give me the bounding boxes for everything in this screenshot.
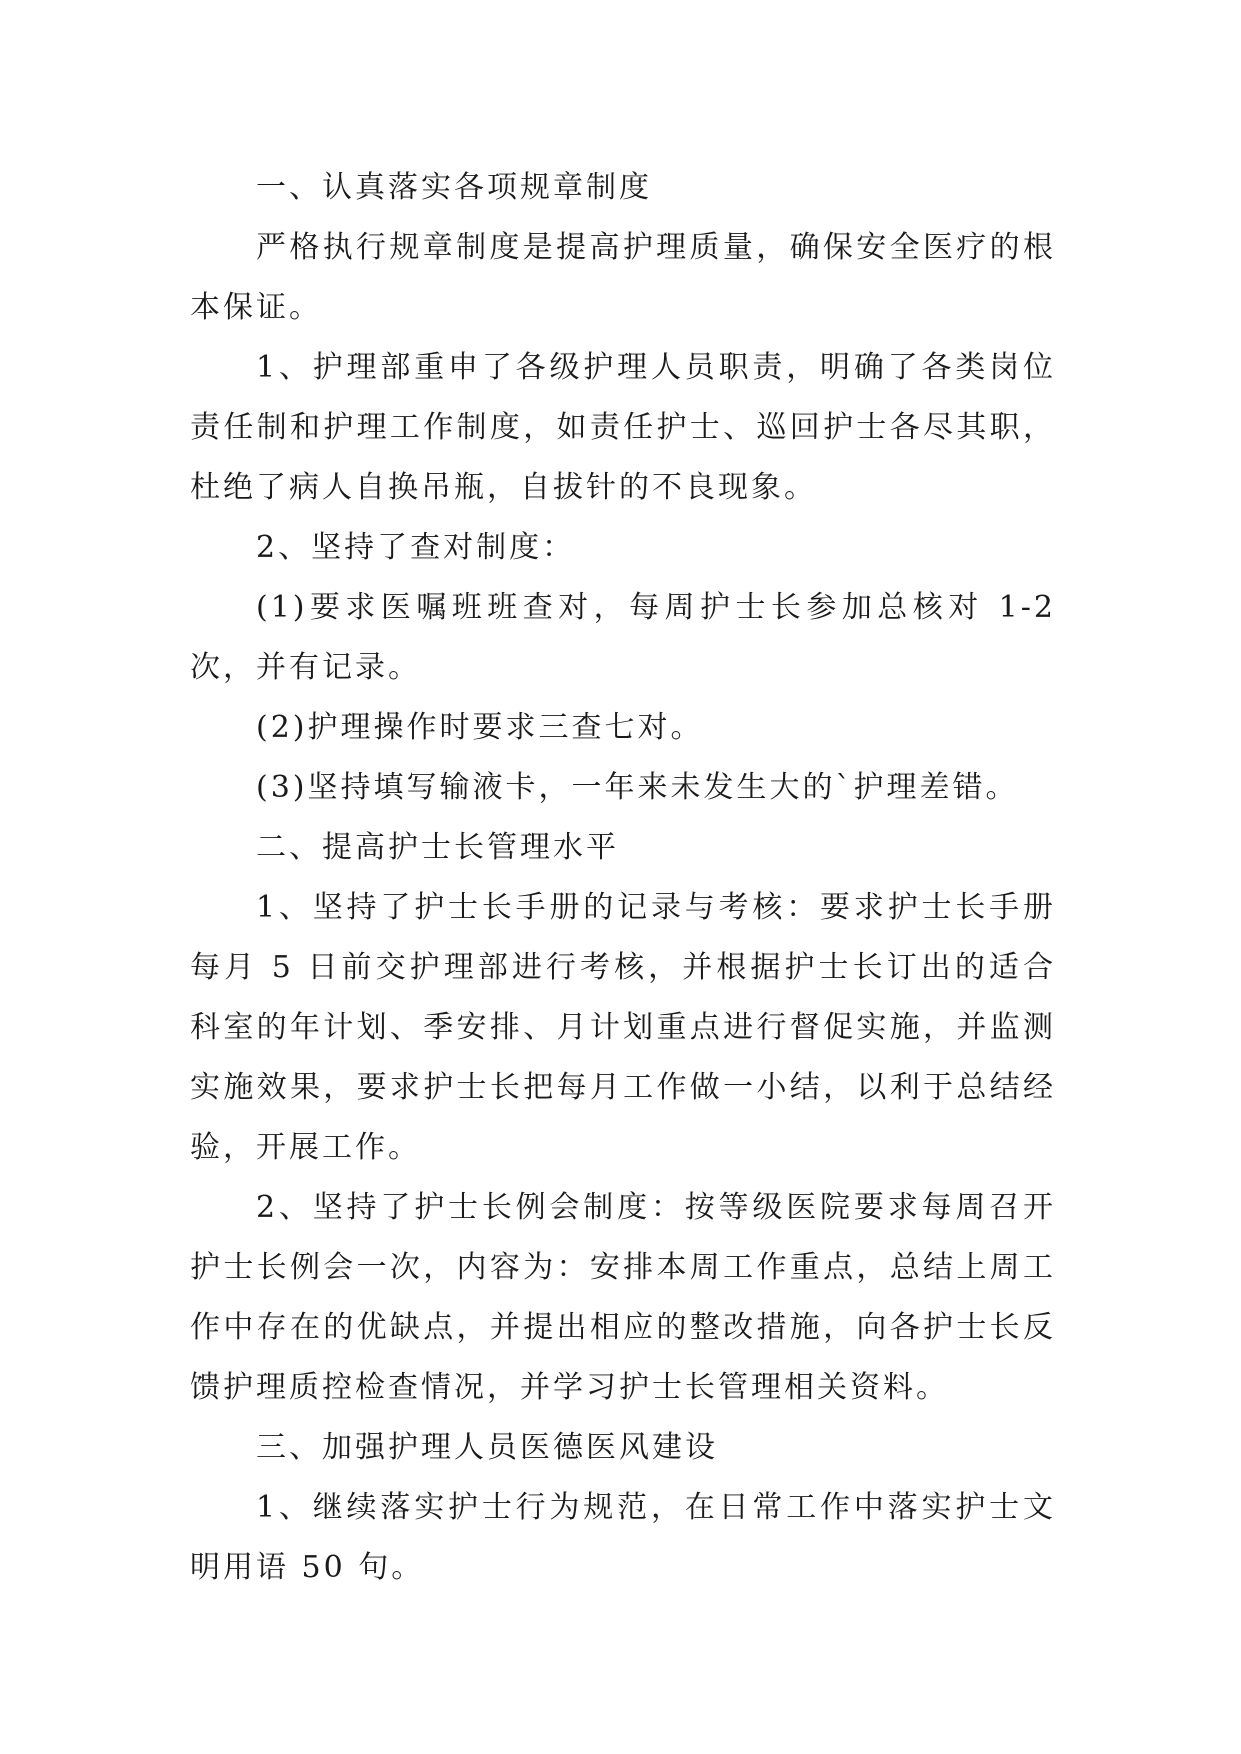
section-heading-3: 三、加强护理人员医德医风建设: [256, 1430, 718, 1465]
section-heading-1: 一、认真落实各项规章制度: [256, 170, 652, 205]
paragraph-subitem-1: (1)要求医嘱班班查对，每周护士长参加总核对 1-2 次，并有记录。: [190, 590, 1056, 685]
paragraph-intro: 严格执行规章制度是提高护理质量，确保安全医疗的根本保证。: [190, 230, 1056, 325]
paragraph-item-2: 2、坚持了查对制度：: [256, 530, 576, 565]
section-heading-2: 二、提高护士长管理水平: [256, 830, 619, 865]
paragraph-subitem-2: (2)护理操作时要求三查七对。: [256, 710, 704, 745]
document-body: [190, 158, 1056, 1598]
paragraph-item-1: 1、护理部重申了各级护理人员职责，明确了各类岗位责任制和护理工作制度，如责任护士、巡回护士各尽其职，杜绝了病人自换吊瓶，自拔针的不良现象。: [190, 350, 1056, 505]
paragraph-subitem-3: (3)坚持填写输液卡，一年来未发生大的`护理差错。: [256, 770, 1019, 805]
paragraph-conduct-norms: 1、继续落实护士行为规范，在日常工作中落实护士文明用语 50 句。: [190, 1490, 1056, 1585]
paragraph-head-nurse-meeting: 2、坚持了护士长例会制度：按等级医院要求每周召开护士长例会一次，内容为：安排本周工作重点，总结上周工作中存在的优缺点，并提出相应的整改措施，向各护士长反馈护理质控检查情况，并学习护士长管理相关资料。: [190, 1190, 1056, 1405]
paragraph-head-nurse-manual: 1、坚持了护士长手册的记录与考核：要求护士长手册每月 5 日前交护理部进行考核，并根据护士长订出的适合科室的年计划、季安排、月计划重点进行督促实施，并监测实施效果，要求护士长把每月工作做一小结，以利于总结经验，开展工作。: [190, 890, 1056, 1165]
